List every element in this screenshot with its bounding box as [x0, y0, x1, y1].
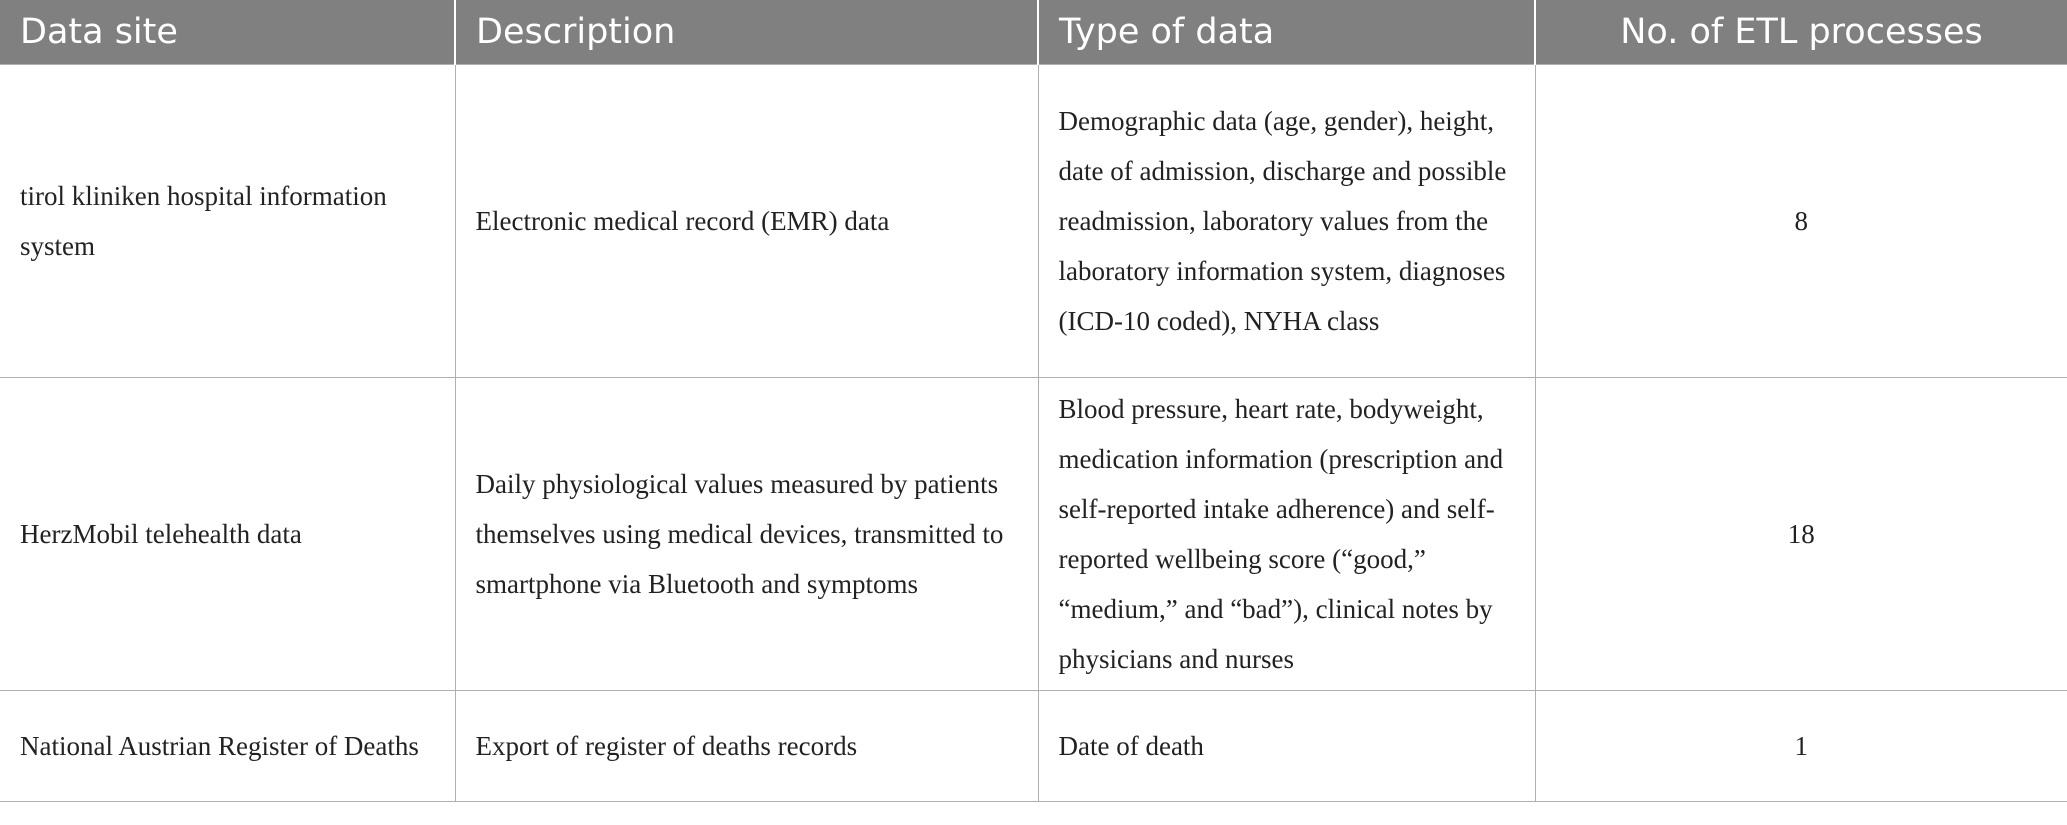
header-data-site: Data site: [0, 0, 455, 64]
cell-description: Export of register of deaths records: [455, 690, 1038, 801]
cell-data-site: tirol kliniken hospital information system: [0, 64, 455, 377]
header-description: Description: [455, 0, 1038, 64]
cell-etl-processes: 18: [1535, 377, 2067, 690]
header-type-of-data: Type of data: [1038, 0, 1535, 64]
header-etl-processes: No. of ETL processes: [1535, 0, 2067, 64]
cell-type-of-data: Blood pressure, heart rate, bodyweight, medication information (prescription and self-reported intake adherence) and self-reported wellbeing score (“good,” “medium,” and “bad”), clinical notes by physicians and nurses: [1038, 377, 1535, 690]
cell-data-site: HerzMobil telehealth data: [0, 377, 455, 690]
cell-data-site: National Austrian Register of Deaths: [0, 690, 455, 801]
table-row: [0, 690, 2067, 801]
cell-etl-processes: 1: [1535, 690, 2067, 801]
cell-etl-processes: 8: [1535, 64, 2067, 377]
table-header-row: [0, 0, 2067, 64]
cell-description: Electronic medical record (EMR) data: [455, 64, 1038, 377]
cell-description: Daily physiological values measured by patients themselves using medical devices, transmitted to smartphone via Bluetooth and symptoms: [455, 377, 1038, 690]
cell-type-of-data: Demographic data (age, gender), height, date of admission, discharge and possible readmission, laboratory values from the laboratory information system, diagnoses (ICD-10 coded), NYHA class: [1038, 64, 1535, 377]
table-row: [0, 377, 2067, 690]
table-row: [0, 64, 2067, 377]
cell-type-of-data: Date of death: [1038, 690, 1535, 801]
